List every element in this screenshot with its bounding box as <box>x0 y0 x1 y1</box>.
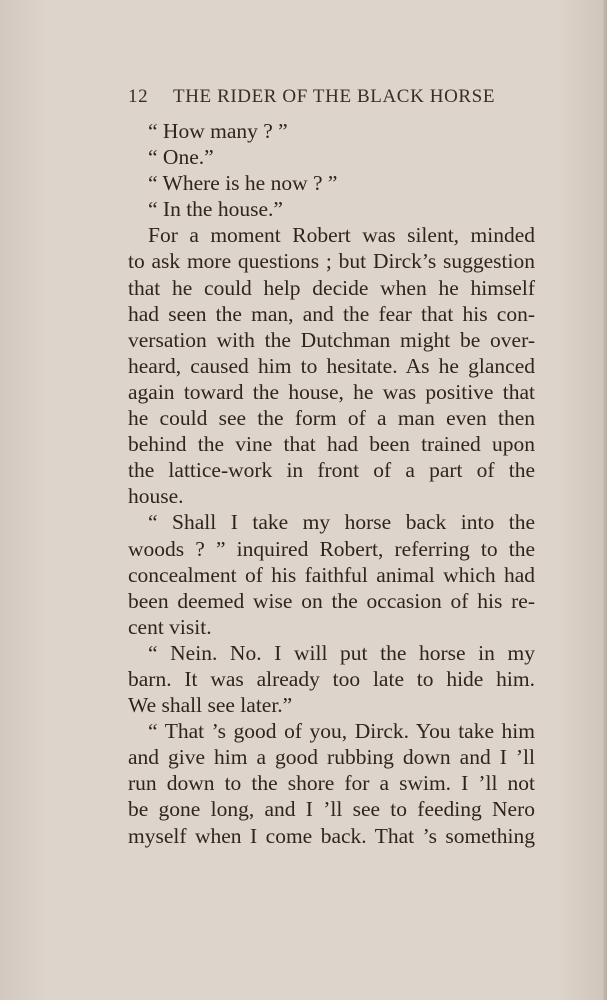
text-line: We shall see later.” <box>128 693 293 718</box>
page-header <box>128 86 508 114</box>
text-line: woods ? ” inquired Robert, referring to the <box>128 536 535 561</box>
text-line: house. <box>128 484 184 509</box>
text-line: “ Nein. No. I will put the horse in my <box>148 640 535 665</box>
text-line: concealment of his faithful animal which had <box>128 562 535 587</box>
text-line: For a moment Robert was silent, minded <box>148 223 535 248</box>
text-line: he could see the form of a man even then <box>128 406 535 431</box>
text-line: versation with the Dutchman might be over- <box>128 327 535 352</box>
text-line: “ In the house.” <box>148 197 283 222</box>
text-line: to ask more questions ; but Dirck’s suggestion <box>128 249 535 274</box>
text-line: “ How many ? ” <box>148 119 288 143</box>
text-line: barn. It was already too late to hide him. <box>128 666 535 691</box>
text-line: and give him a good rubbing down and I ’ll <box>128 745 535 770</box>
text-line: “ One.” <box>148 145 214 170</box>
text-line: cent visit. <box>128 614 212 639</box>
text-line: run down to the shore for a swim. I ’ll not <box>128 771 535 796</box>
body-text <box>128 118 535 849</box>
running-head: THE RIDER OF THE BLACK HORSE <box>173 86 496 107</box>
text-line: again toward the house, he was positive that <box>128 379 535 404</box>
text-line: “ Where is he now ? ” <box>148 171 338 196</box>
page-number: 12 <box>128 86 149 107</box>
text-line: the lattice-work in front of a part of the <box>128 458 535 483</box>
text-line: be gone long, and I ’ll see to feeding Nero <box>128 797 535 822</box>
text-line: myself when I come back. That ’s something <box>128 823 535 848</box>
text-line: been deemed wise on the occasion of his re- <box>128 588 535 613</box>
text-line: heard, caused him to hesitate. As he glanced <box>128 353 535 378</box>
text-line: that he could help decide when he himself <box>128 275 535 300</box>
text-line: had seen the man, and the fear that his con- <box>128 301 535 326</box>
text-line: “ Shall I take my horse back into the <box>148 510 535 535</box>
text-line: “ That ’s good of you, Dirck. You take him <box>148 719 535 744</box>
text-line: behind the vine that had been trained upon <box>128 432 535 457</box>
page-edge <box>603 0 607 1000</box>
